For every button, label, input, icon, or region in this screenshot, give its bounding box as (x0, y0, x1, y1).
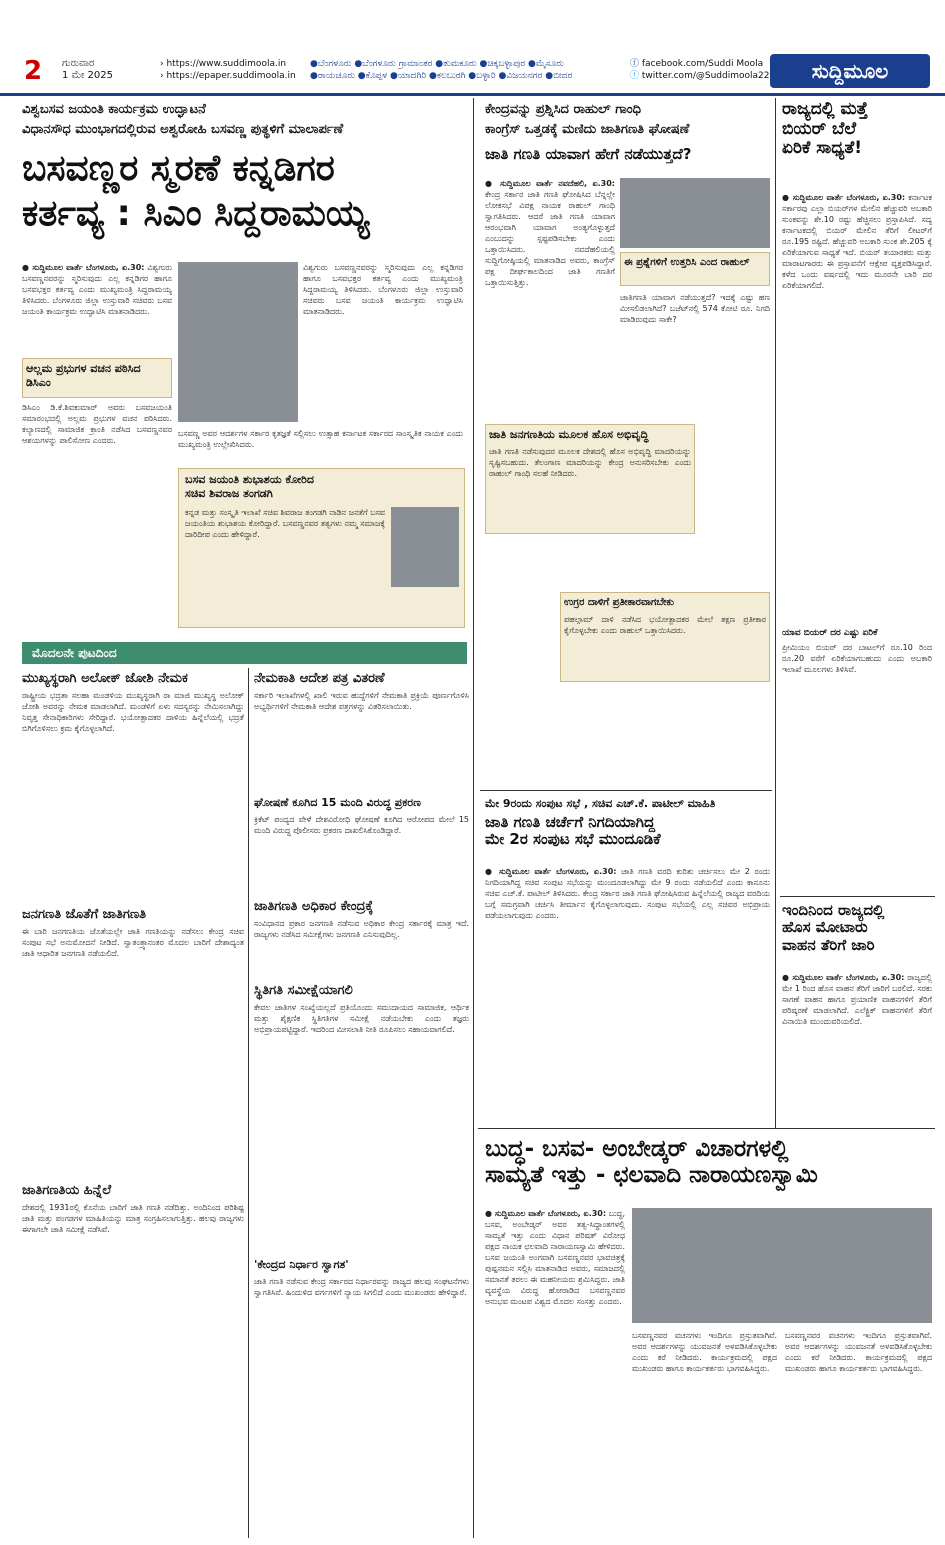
wish-head-1: ಬಸವ ಜಯಂತಿ ಶುಭಾಶಯ ಕೋರಿದ (185, 473, 314, 486)
lead-text: ವಿಶ್ವಗುರು ಬಸವಣ್ಣನವರನ್ನು ಸ್ಮರಿಸುವುದು ಎಲ್ಲ ಕನ್ನಡಿಗರ ಹಾಗೂ ಬಸವಭಕ್ತರ ಕರ್ತವ್ಯ ಎಂದು ಮುಖ್ಯಮಂತ್ರಿ ಸಿದ್ದರಾಮಯ್ಯ ತಿಳಿಸಿದರು. ಬೆಂಗಳೂರು ಜಿಲ್ಲಾ ಉಸ್ತುವಾರಿ ಸಚಿವರು ಬಸವ ಜಯಂತಿ ಕಾರ್ಯಕ್ರಮ ಉದ್ಘಾಟಿಸಿ ಮಾತನಾಡಿದರು. (22, 263, 172, 316)
mid-3-head: ಜಾತಿಗಣತಿ ಅಧಿಕಾರ ಕೇಂದ್ರಕ್ಕೆ (254, 899, 374, 914)
beer-sub: ಯಾವ ಬಿಯರ್ ದರ ಎಷ್ಟು ಏರಿಕೆ (782, 628, 878, 638)
moto-headline-2: ಹೊಸ ಮೋಟಾರು (782, 918, 868, 937)
moto-text: ರಾಜ್ಯದಲ್ಲಿ ಮೇ 1 ರಿಂದ ಹೊಸ ವಾಹನ ತೆರಿಗೆ ಜಾರಿಗೆ ಬರಲಿದೆ. ಸರಕು ಸಾಗಣೆ ವಾಹನ ಹಾಗೂ ಪ್ರಯಾಣಿಕ ವಾಹನಗಳಿಗೆ ತೆರಿಗೆ ಪರಿಷ್ಕರಣೆ ಮಾಡಲಾಗಿದೆ. ಎಲೆಕ್ಟ್ರಿಕ್ ವಾಹನಗಳಿಗೆ ತೆರಿಗೆ ವಿನಾಯಿತಿ ಮುಂದುವರಿಯಲಿದೆ. (782, 973, 932, 1026)
cities-row-2: ●ರಾಯಚೂರು ●ಕೊಪ್ಪಳ ●ಯಾದಗಿರಿ ●ಕಲಬುರಗಿ ●ಬಳ್ಳಾರಿ ●ವಿಜಯನಗರ ●ಬೀದರ (310, 71, 573, 81)
cabinet-dateline: ● ಸುದ್ದಿಮೂಲ ವಾರ್ತೆ ಬೆಂಗಳೂರು, ಏ.30: (485, 867, 617, 876)
jump-1-head: ಮುಖ್ಯಸ್ಥರಾಗಿ ಅಲೋಕ್ ಜೋಶಿ ನೇಮಕ (22, 671, 188, 686)
lead-kicker-2: ವಿಧಾನಸೌಧ ಮುಂಭಾಗದಲ್ಲಿರುವ ಅಶ್ವರೋಹಿ ಬಸವಣ್ಣ ಪುತ್ಥಳಿಗೆ ಮಾಲಾರ್ಪಣೆ (22, 122, 344, 137)
web-links: › https://www.suddimoola.in › https://epaper.suddimoola.in (160, 59, 296, 81)
terror-box (560, 592, 770, 682)
moto-headline-1: ಇಂದಿನಿಂದ ರಾಜ್ಯದಲ್ಲಿ (782, 901, 885, 919)
lead-headline-1: ಬಸವಣ್ಣರ ಸ್ಮರಣೆ ಕನ್ನಡಿಗರ (22, 148, 335, 189)
rahul-sub-head: ಜಾತಿ ಜನಗಣತಿಯ ಮೂಲಕ ಹೊಸ ಅಭಿವೃದ್ಧಿ (489, 428, 649, 441)
column-rule-2 (473, 98, 474, 1538)
wish-box (178, 468, 465, 628)
dcm-box-text: ಡಿಸಿಎಂ ಡಿ.ಕೆ.ಶಿವಕುಮಾರ್ ಅವರು ಬಸವಜಯಂತಿ ಸಮಾರಂಭದಲ್ಲಿ ಅಲ್ಲಮ ಪ್ರಭುಗಳ ವಚನ ಪಠಿಸಿದರು. ಕಲ್ಯಾಣದಲ್ಲಿ ಸಾಮಾಜಿಕ ಕ್ರಾಂತಿ ನಡೆಸಿದ ಬಸವಣ್ಣನವರ ಆಶಯಗಳನ್ನು ಪಾಲಿಸೋಣ ಎಂದರು. (22, 403, 172, 445)
facebook-icon: ⓕ (630, 59, 640, 69)
terror-text: ಪಹಲ್ಗಾಮ್ ದಾಳಿ ನಡೆಸಿದ ಭಯೋತ್ಪಾದಕರ ಮೇಲೆ ತಕ್ಷಣ ಪ್ರತೀಕಾರ ಕೈಗೊಳ್ಳಬೇಕು ಎಂದು ರಾಹುಲ್ ಒತ್ತಾಯಿಸಿದರು. (564, 615, 766, 635)
jump-column-left (22, 672, 244, 1532)
continued-bar: ಮೊದಲನೇ ಪುಟದಿಂದ (22, 642, 467, 664)
jump-2-head: ಜನಗಣತಿ ಜೊತೆಗೆ ಜಾತಿಗಣತಿ (22, 907, 147, 922)
rahul-kickers (485, 100, 770, 140)
cabinet-body (485, 866, 770, 1122)
wish-head-2: ಸಚಿವ ಶಿವರಾಜ ತಂಗಡಗಿ (185, 487, 273, 500)
lead-body-col2 (303, 262, 463, 422)
beer-body (782, 192, 932, 622)
rahul-kicker-2: ಕಾಂಗ್ರೆಸ್ ಒತ್ತಡಕ್ಕೆ ಮಣಿದು ಜಾತಿಗಣತಿ ಘೋಷಣೆ (485, 122, 690, 137)
dcm-box-head (22, 358, 172, 398)
rahul-question-box (620, 252, 770, 286)
lead-caption (178, 428, 463, 464)
issue-day: ಗುರುವಾರ (62, 58, 95, 69)
mid-4-head: ಸ್ಥಿತಿಗತಿ ಸಮೀಕ್ಷೆಯಾಗಲಿ (254, 983, 353, 998)
buddha-headline-2: ಸಾಮ್ಯತೆ ಇತ್ತು - ಛಲವಾದಿ ನಾರಾಯಣಸ್ವಾಮಿ (485, 1162, 818, 1189)
cabinet-rule (480, 790, 772, 791)
jump-2-text: ಈ ಬಾರಿ ಜನಗಣತಿಯ ಜೊತೆಯಲ್ಲೇ ಜಾತಿ ಗಣತಿಯನ್ನು ನಡೆಸಲು ಕೇಂದ್ರ ಸಚಿವ ಸಂಪುಟ ಸಭೆ ಅನುಮೋದನೆ ನೀಡಿದೆ. ಸ್ವಾತಂತ್ರ್ಯಾನಂತರ ಮೊದಲ ಬಾರಿಗೆ ದೇಶಾದ್ಯಂತ ಜಾತಿ ಆಧಾರಿತ ಜನಗಣತಿ ನಡೆಯಲಿದೆ. (22, 927, 244, 958)
lead-body (22, 262, 172, 357)
rahul-sub-box (485, 424, 695, 534)
mid-4-text: ಕೇವಲ ಜಾತಿಗಳ ಸಂಖ್ಯೆಯಲ್ಲದೆ ಪ್ರತಿಯೊಂದು ಸಮುದಾಯದ ಸಾಮಾಜಿಕ, ಆರ್ಥಿಕ ಮತ್ತು ಶೈಕ್ಷಣಿಕ ಸ್ಥಿತಿಗತಿಗಳ ಸಮೀಕ್ಷೆ ನಡೆಯಬೇಕು ಎಂದು ತಜ್ಞರು ಅಭಿಪ್ರಾಯಪಟ್ಟಿದ್ದಾರೆ. ಇದರಿಂದ ಮೀಸಲಾತಿ ನೀತಿ ರೂಪಿಸಲು ಸಹಾಯವಾಗಲಿದೆ. (254, 1003, 469, 1034)
beer-text-2: ಪ್ರೀಮಿಯಂ ಬಿಯರ್ ದರ ಬಾಟಲ್‌ಗೆ ರೂ.10 ರಿಂದ ರೂ.20 ವರೆಗೆ ಏರಿಕೆಯಾಗಬಹುದು ಎಂದು ಅಬಕಾರಿ ಇಲಾಖೆ ಮೂಲಗಳು ತಿಳಿಸಿವೆ. (782, 643, 932, 674)
beer-dateline: ● ಸುದ್ದಿಮೂಲ ವಾರ್ತೆ ಬೆಂಗಳೂರು, ಏ.30: (782, 193, 906, 202)
website-link[interactable]: https://www.suddimoola.in (166, 59, 287, 69)
dcm-box-title: ಆಲ್ಲಮ ಪ್ರಭುಗಳ ವಚನ ಪಠಿಸಿದ ಡಿಸಿಎಂ (26, 362, 141, 389)
column-rule (248, 668, 249, 1538)
mid-1-head: ನೇಮಕಾತಿ ಆದೇಶ ಪತ್ರ ವಿತರಣೆ (254, 671, 385, 686)
beer-headline-3: ಏರಿಕೆ ಸಾಧ್ಯತೆ! (782, 138, 862, 159)
buddha-body-col2 (632, 1330, 777, 1538)
cabinet-headline (485, 814, 770, 849)
beer-headline (782, 100, 932, 159)
mid-1-text: ಸರ್ಕಾರಿ ಇಲಾಖೆಗಳಲ್ಲಿ ಖಾಲಿ ಇರುವ ಹುದ್ದೆಗಳಿಗೆ ನೇಮಕಾತಿ ಪ್ರಕ್ರಿಯೆ ಪೂರ್ಣಗೊಳಿಸಿ ಅಭ್ಯರ್ಥಿಗಳಿಗೆ ನೇಮಕಾತಿ ಆದೇಶ ಪತ್ರಗಳನ್ನು ವಿತರಿಸಲಾಯಿತು. (254, 691, 469, 711)
page-number: 2 (24, 56, 43, 86)
column-rule-3 (775, 98, 776, 1128)
twitter-icon: ⓣ (630, 71, 640, 81)
mid-column (254, 672, 469, 1532)
jump-1-text: ರಾಷ್ಟ್ರೀಯ ಭದ್ರತಾ ಸಲಹಾ ಮಂಡಳಿಯ ಮುಖ್ಯಸ್ಥರಾಗಿ ರಾ ಮಾಜಿ ಮುಖ್ಯಸ್ಥ ಅಲೋಕ್ ಜೋಶಿ ಅವರನ್ನು ನೇಮಕ ಮಾಡಲಾಗಿದೆ. ಮಂಡಳಿಗೆ ಏಳು ಸದಸ್ಯರನ್ನು ನೇಮಿಸಲಾಗಿದ್ದು ನಿವೃತ್ತ ಸೇನಾಧಿಕಾರಿಗಳು ಸೇರಿದ್ದಾರೆ. ಭಯೋತ್ಪಾದಕರ ದಾಳಿಯ ಹಿನ್ನೆಲೆಯಲ್ಲಿ ಭದ್ರತೆ ಬಿಗಿಗೊಳಿಸಲು ಕ್ರಮ ಕೈಗೊಳ್ಳಲಾಗಿದೆ. (22, 691, 244, 733)
wish-text: ಕನ್ನಡ ಮತ್ತು ಸಂಸ್ಕೃತಿ ಇಲಾಖೆ ಸಚಿವ ಶಿವರಾಜ ತಂಗಡಗಿ ನಾಡಿನ ಜನತೆಗೆ ಬಸವ ಜಯಂತಿಯ ಶುಭಾಶಯ ಕೋರಿದ್ದಾರೆ. ಬಸವಣ್ಣನವರ ತತ್ವಗಳು ನಮ್ಮ ಸಮಾಜಕ್ಕೆ ದಾರಿದೀಪ ಎಂದು ಹೇಳಿದ್ದಾರೆ. (185, 508, 385, 539)
rahul-kicker-1: ಕೇಂದ್ರವನ್ನು ಪ್ರಶ್ನಿಸಿದ ರಾಹುಲ್ ಗಾಂಧಿ (485, 102, 641, 117)
mid-3-text: ಸಂವಿಧಾನದ ಪ್ರಕಾರ ಜನಗಣತಿ ನಡೆಸುವ ಅಧಿಕಾರ ಕೇಂದ್ರ ಸರ್ಕಾರಕ್ಕೆ ಮಾತ್ರ ಇದೆ. ರಾಜ್ಯಗಳು ನಡೆಸಿದ ಸಮೀಕ್ಷೆಗಳು ಜನಗಣತಿ ಎನಿಸುವುದಿಲ್ಲ. (254, 919, 469, 939)
rahul-headline: ಜಾತಿ ಗಣತಿ ಯಾವಾಗ ಹೇಗೆ ನಡೆಯುತ್ತದೆ? (485, 145, 692, 163)
lead-kicker-1: ವಿಶ್ವಬಸವ ಜಯಂತಿ ಕಾರ್ಯಕ್ರಮ ಉದ್ಘಾಟನೆ (22, 102, 206, 117)
buddha-text-2: ಬಸವಣ್ಣನವರ ವಚನಗಳು ಇಂದಿಗೂ ಪ್ರಸ್ತುತವಾಗಿವೆ. ಅವರ ಆದರ್ಶಗಳನ್ನು ಯುವಜನತೆ ಅಳವಡಿಸಿಕೊಳ್ಳಬೇಕು ಎಂದು ಕರೆ ನೀಡಿದರು. ಕಾರ್ಯಕ್ರಮದಲ್ಲಿ ಪಕ್ಷದ ಮುಖಂಡರು ಹಾಗೂ ಕಾರ್ಯಕರ್ತರು ಭಾಗವಹಿಸಿದ್ದರು. (632, 1331, 777, 1373)
cities-row-1: ●ಬೆಂಗಳೂರು ●ಬೆಂಗಳೂರು ಗ್ರಾಮಾಂತರ ●ತುಮಕೂರು ●ಚಿಕ್ಕಬಳ್ಳಾಪುರ ●ಮೈಸೂರು (310, 59, 564, 69)
moto-headline (782, 902, 932, 954)
minister-photo (391, 507, 459, 587)
buddha-dateline: ● ಸುದ್ದಿಮೂಲ ವಾರ್ತೆ ಬೆಂಗಳೂರು, ಏ.30: (485, 1209, 607, 1218)
buddha-text-3: ಬಸವಣ್ಣನವರ ವಚನಗಳು ಇಂದಿಗೂ ಪ್ರಸ್ತುತವಾಗಿವೆ. ಅವರ ಆದರ್ಶಗಳನ್ನು ಯುವಜನತೆ ಅಳವಡಿಸಿಕೊಳ್ಳಬೇಕು ಎಂದು ಕರೆ ನೀಡಿದರು. ಕಾರ್ಯಕ್ರಮದಲ್ಲಿ ಪಕ್ಷದ ಮುಖಂಡರು ಹಾಗೂ ಕಾರ್ಯಕರ್ತರು ಭಾಗವಹಿಸಿದ್ದರು. (785, 1331, 932, 1373)
moto-headline-3: ವಾಹನ ತೆರಿಗೆ ಜಾರಿ (782, 935, 875, 954)
mid-5-text: ಜಾತಿ ಗಣತಿ ನಡೆಸುವ ಕೇಂದ್ರ ಸರ್ಕಾರದ ನಿರ್ಧಾರವನ್ನು ರಾಜ್ಯದ ಹಲವು ಸಂಘಟನೆಗಳು ಸ್ವಾಗತಿಸಿವೆ. ಹಿಂದುಳಿದ ವರ್ಗಗಳಿಗೆ ನ್ಯಾಯ ಸಿಗಲಿದೆ ಎಂದು ಮುಖಂಡರು ಹೇಳಿದ್ದಾರೆ. (254, 1277, 469, 1297)
beer-headline-2: ಬಿಯರ್ ಬೆಲೆ (782, 118, 857, 139)
jump-3-text: ದೇಶದಲ್ಲಿ 1931ರಲ್ಲಿ ಕೊನೆಯ ಬಾರಿಗೆ ಜಾತಿ ಗಣತಿ ನಡೆದಿತ್ತು. ಅಂದಿನಿಂದ ಪರಿಶಿಷ್ಟ ಜಾತಿ ಮತ್ತು ಪಂಗಡಗಳ ಮಾಹಿತಿಯನ್ನು ಮಾತ್ರ ಸಂಗ್ರಹಿಸಲಾಗುತ್ತಿತ್ತು. ಹಲವು ರಾಜ್ಯಗಳು ಈಗಾಗಲೇ ಜಾತಿ ಸಮೀಕ್ಷೆ ನಡೆಸಿವೆ. (22, 1203, 244, 1234)
buddha-text: ಬುದ್ಧ, ಬಸವ, ಅಂಬೇಡ್ಕರ್ ಅವರ ತತ್ವ-ಸಿದ್ಧಾಂತಗಳಲ್ಲಿ ಸಾಮ್ಯತೆ ಇತ್ತು ಎಂದು ವಿಧಾನ ಪರಿಷತ್ ವಿರೋಧ ಪಕ್ಷದ ನಾಯಕ ಛಲವಾದಿ ನಾರಾಯಣಸ್ವಾಮಿ ಹೇಳಿದರು. ಬಸವ ಜಯಂತಿ ಅಂಗವಾಗಿ ಬಸವಣ್ಣನವರ ಭಾವಚಿತ್ರಕ್ಕೆ ಪುಷ್ಪನಮನ ಸಲ್ಲಿಸಿ ಮಾತನಾಡಿದ ಅವರು, ಸಮಾಜದಲ್ಲಿ ಸಮಾನತೆ ತರಲು ಈ ಮಹನೀಯರು ಶ್ರಮಿಸಿದ್ದರು. ಜಾತಿ ವ್ಯವಸ್ಥೆಯ ವಿರುದ್ಧ ಹೋರಾಡಿದ ಬಸವಣ್ಣನವರ ಅನುಭವ ಮಂಟಪ ವಿಶ್ವದ ಮೊದಲ ಸಂಸತ್ತು ಎಂದರು. (485, 1209, 625, 1306)
buddha-headline-1: ಬುದ್ಧ- ಬಸವ- ಅಂಬೇಡ್ಕರ್ ವಿಚಾರಗಳಲ್ಲಿ (485, 1136, 789, 1162)
rahul-body (485, 178, 615, 598)
cabinet-text: ಜಾತಿ ಗಣತಿ ವರದಿ ಕುರಿತು ಚರ್ಚಿಸಲು ಮೇ 2 ರಂದು ನಿಗದಿಯಾಗಿದ್ದ ಸಚಿವ ಸಂಪುಟ ಸಭೆಯನ್ನು ಮುಂದೂಡಲಾಗಿದ್ದು ಮೇ 9 ರಂದು ನಡೆಯಲಿದೆ ಎಂದು ಕಾನೂನು ಸಚಿವ ಎಚ್.ಕೆ. ಪಾಟೀಲ್ ತಿಳಿಸಿದರು. ಕೇಂದ್ರ ಸರ್ಕಾರ ಜಾತಿ ಗಣತಿ ಘೋಷಿಸಿರುವ ಹಿನ್ನೆಲೆಯಲ್ಲಿ ರಾಜ್ಯದ ವರದಿಯ ಬಗ್ಗೆ ಸಮಗ್ರವಾಗಿ ಚರ್ಚಿಸಿ ತೀರ್ಮಾನ ಕೈಗೊಳ್ಳಲಾಗುವುದು. ಸಂಪುಟ ಸಭೆಯಲ್ಲಿ ಎಲ್ಲ ಸಚಿವರ ಅಭಿಪ್ರಾಯ ಪಡೆಯಲಾಗುವುದು ಎಂದರು. (485, 867, 770, 920)
moto-dateline: ● ಸುದ್ದಿಮೂಲ ವಾರ್ತೆ ಬೆಂಗಳೂರು, ಏ.30: (782, 973, 905, 982)
social-links (630, 58, 769, 82)
lead-dateline: ● ಸುದ್ದಿಮೂಲ ವಾರ್ತೆ ಬೆಂಗಳೂರು, ಏ.30: (22, 263, 145, 272)
lead-headline (22, 148, 472, 235)
masthead (0, 0, 945, 96)
moto-body (782, 972, 932, 1120)
jump-3-head: ಜಾತಿಗಣತಿಯ ಹಿನ್ನೆಲೆ (22, 1183, 112, 1198)
mid-5-head: 'ಕೇಂದ್ರದ ನಿರ್ಧಾರ ಸ್ವಾಗತ' (254, 1258, 349, 1271)
cabinet-kicker: ಮೇ 9ರಂದು ಸಂಪುಟ ಸಭೆ , ಸಚಿವ ಎಚ್.ಕೆ. ಪಾಟೀಲ್ ಮಾಹಿತಿ (485, 797, 716, 810)
rahul-sub-text: ಜಾತಿ ಗಣತಿ ನಡೆಸುವುದರ ಮೂಲಕ ದೇಶದಲ್ಲಿ ಹೊಸ ಅಭಿವೃದ್ಧಿ ಮಾದರಿಯನ್ನು ಸೃಷ್ಟಿಸಬಹುದು. ತೆಲಂಗಾಣ ಮಾದರಿಯನ್ನು ಕೇಂದ್ರ ಅನುಸರಿಸಬೇಕು ಎಂದು ರಾಹುಲ್ ಗಾಂಧಿ ಸಲಹೆ ನೀಡಿದರು. (489, 447, 691, 478)
epaper-link[interactable]: https://epaper.suddimoola.in (166, 71, 296, 81)
dcm-box-body (22, 402, 172, 632)
terror-head: ಉಗ್ರರ ದಾಳಿಗೆ ಪ್ರತೀಕಾರವಾಗಬೇಕು (564, 597, 675, 608)
facebook-link[interactable]: facebook.com/Suddi Moola (641, 59, 764, 69)
buddha-photo (632, 1208, 932, 1323)
twitter-link[interactable]: twitter.com/@Suddimoola22 (641, 71, 770, 81)
rahul-photo (620, 178, 770, 248)
lead-headline-2: ಕರ್ತವ್ಯ : ಸಿಎಂ ಸಿದ್ದರಾಮಯ್ಯ (22, 193, 370, 235)
cabinet-headline-2: ಮೇ 2ರ ಸಂಪುಟ ಸಭೆ ಮುಂದೂಡಿಕೆ (485, 830, 661, 849)
issue-date-text: 1 ಮೇ 2025 (62, 70, 113, 81)
lead-text-cont: ವಿಶ್ವಗುರು ಬಸವಣ್ಣನವರನ್ನು ಸ್ಮರಿಸುವುದು ಎಲ್ಲ ಕನ್ನಡಿಗರ ಹಾಗೂ ಬಸವಭಕ್ತರ ಕರ್ತವ್ಯ ಎಂದು ಮುಖ್ಯಮಂತ್ರಿ ಸಿದ್ದರಾಮಯ್ಯ ತಿಳಿಸಿದರು. ಬೆಂಗಳೂರು ಜಿಲ್ಲಾ ಉಸ್ತುವಾರಿ ಸಚಿವರು ಬಸವ ಜಯಂತಿ ಕಾರ್ಯಕ್ರಮ ಉದ್ಘಾಟಿಸಿ ಮಾತನಾಡಿದರು. (303, 263, 463, 316)
moto-rule (780, 896, 935, 897)
newspaper-logo: ಸುದ್ದಿಮೂಲ (770, 54, 930, 88)
buddha-headline (485, 1136, 935, 1189)
issue-date (62, 58, 113, 82)
beer-text: ಕರ್ನಾಟಕ ಸರ್ಕಾರವು ಎಲ್ಲಾ ಬಿಯರ್‌ಗಳ ಮೇಲಿನ ಹೆಚ್ಚುವರಿ ಅಬಕಾರಿ ಸುಂಕವನ್ನು ಶೇ.10 ರಷ್ಟು ಹೆಚ್ಚಿಸಲು ಪ್ರಸ್ತಾಪಿಸಿದೆ. ಸದ್ಯ ಕರ್ನಾಟಕದಲ್ಲಿ ಬಿಯರ್ ಮೇಲಿನ ತೆರಿಗೆ ಲೀಟರ್‌ಗೆ ರೂ.195 ರಷ್ಟಿದೆ. ಹೆಚ್ಚುವರಿ ಅಬಕಾರಿ ಸುಂಕ ಶೇ.205 ಕ್ಕೆ ಏರಿಕೆಯಾಗುವ ಸಾಧ್ಯತೆ ಇದೆ. ಬಿಯರ್ ತಯಾರಕರು ಮತ್ತು ಮಾರಾಟಗಾರರು ಈ ಪ್ರಸ್ತಾವನೆಗೆ ಆಕ್ಷೇಪ ವ್ಯಕ್ತಪಡಿಸಿದ್ದಾರೆ. ಕಳೆದ ಒಂದು ವರ್ಷದಲ್ಲಿ ಇದು ಮೂರನೇ ಬಾರಿ ದರ ಏರಿಕೆಯಾಗಲಿದೆ. (782, 193, 932, 290)
edition-cities (310, 58, 572, 82)
cabinet-headline-1: ಜಾತಿ ಗಣತಿ ಚರ್ಚೆಗೆ ನಿಗದಿಯಾಗಿದ್ದ (485, 813, 656, 831)
buddha-body (485, 1208, 625, 1538)
mid-2-text: ಕ್ರಿಕೆಟ್ ಪಂದ್ಯದ ವೇಳೆ ದೇಶವಿರೋಧಿ ಘೋಷಣೆ ಕೂಗಿದ ಆರೋಪದ ಮೇಲೆ 15 ಮಂದಿ ವಿರುದ್ಧ ಪೊಲೀಸರು ಪ್ರಕರಣ ದಾಖಲಿಸಿಕೊಂಡಿದ್ದಾರೆ. (254, 815, 469, 835)
buddha-rule (478, 1128, 935, 1129)
rahul-questions: ಜಾತಿಗಣತಿ ಯಾವಾಗ ನಡೆಯುತ್ತದೆ? ಇದಕ್ಕೆ ಎಷ್ಟು ಹಣ ಮೀಸಲಿಡಲಾಗಿದೆ? ಬಜೆಟ್‌ನಲ್ಲಿ 574 ಕೋಟಿ ರೂ. ನಿಗದಿ ಮಾಡಿರುವುದು ಸಾಕೇ? (620, 293, 770, 324)
cm-basavanna-photo (178, 262, 298, 422)
beer-headline-1: ರಾಜ್ಯದಲ್ಲಿ ಮತ್ತೆ (782, 99, 868, 119)
rahul-question-title: ಈ ಪ್ರಶ್ನೆಗಳಿಗೆ ಉತ್ತರಿಸಿ ಎಂದ ರಾಹುಲ್ (624, 257, 750, 268)
mid-2-head: ಘೋಷಣೆ ಕೂಗಿದ 15 ಮಂದಿ ವಿರುದ್ಧ ಪ್ರಕರಣ (254, 796, 421, 809)
rahul-dateline: ● ಸುದ್ದಿಮೂಲ ವಾರ್ತೆ ನವದೆಹಲಿ, ಏ.30: (485, 179, 615, 188)
lead-caption-text: ಬಸವಣ್ಣ ಅವರ ಆದರ್ಶಗಳ ಸರ್ಕಾರ ಕೃತಜ್ಞತೆ ಸಲ್ಲಿಸಲು ಉತ್ಸಾಹ ಕರ್ನಾಟಕ ಸರ್ಕಾರದ ಸಾಂಸ್ಕೃತಿಕ ನಾಯಕ ಎಂದು ಮುಖ್ಯಮಂತ್ರಿ ಉಲ್ಲೇಖಿಸಿದರು. (178, 429, 463, 449)
lead-kickers (22, 100, 472, 140)
buddha-body-col3 (785, 1330, 932, 1538)
rahul-text: ಕೇಂದ್ರ ಸರ್ಕಾರ ಜಾತಿ ಗಣತಿ ಘೋಷಿಸಿದ ಬೆನ್ನಲ್ಲೇ ಲೋಕಸಭೆ ವಿಪಕ್ಷ ನಾಯಕ ರಾಹುಲ್ ಗಾಂಧಿ ಸ್ವಾಗತಿಸಿದರು. ಆದರೆ ಜಾತಿ ಗಣತಿ ಯಾವಾಗ ಆರಂಭವಾಗಿ ಯಾವಾಗ ಅಂತ್ಯಗೊಳ್ಳುತ್ತದೆ ಎಂಬುದನ್ನು ಸ್ಪಷ್ಟಪಡಿಸಬೇಕು ಎಂದು ಒತ್ತಾಯಿಸಿದರು. ನವದೆಹಲಿಯಲ್ಲಿ ಸುದ್ದಿಗೋಷ್ಠಿಯಲ್ಲಿ ಮಾತನಾಡಿದ ಅವರು, ಕಾಂಗ್ರೆಸ್ ಪಕ್ಷ ದೀರ್ಘಕಾಲದಿಂದ ಜಾತಿ ಗಣತಿಗೆ ಒತ್ತಾಯಿಸುತ್ತಿತ್ತು. (485, 190, 615, 287)
